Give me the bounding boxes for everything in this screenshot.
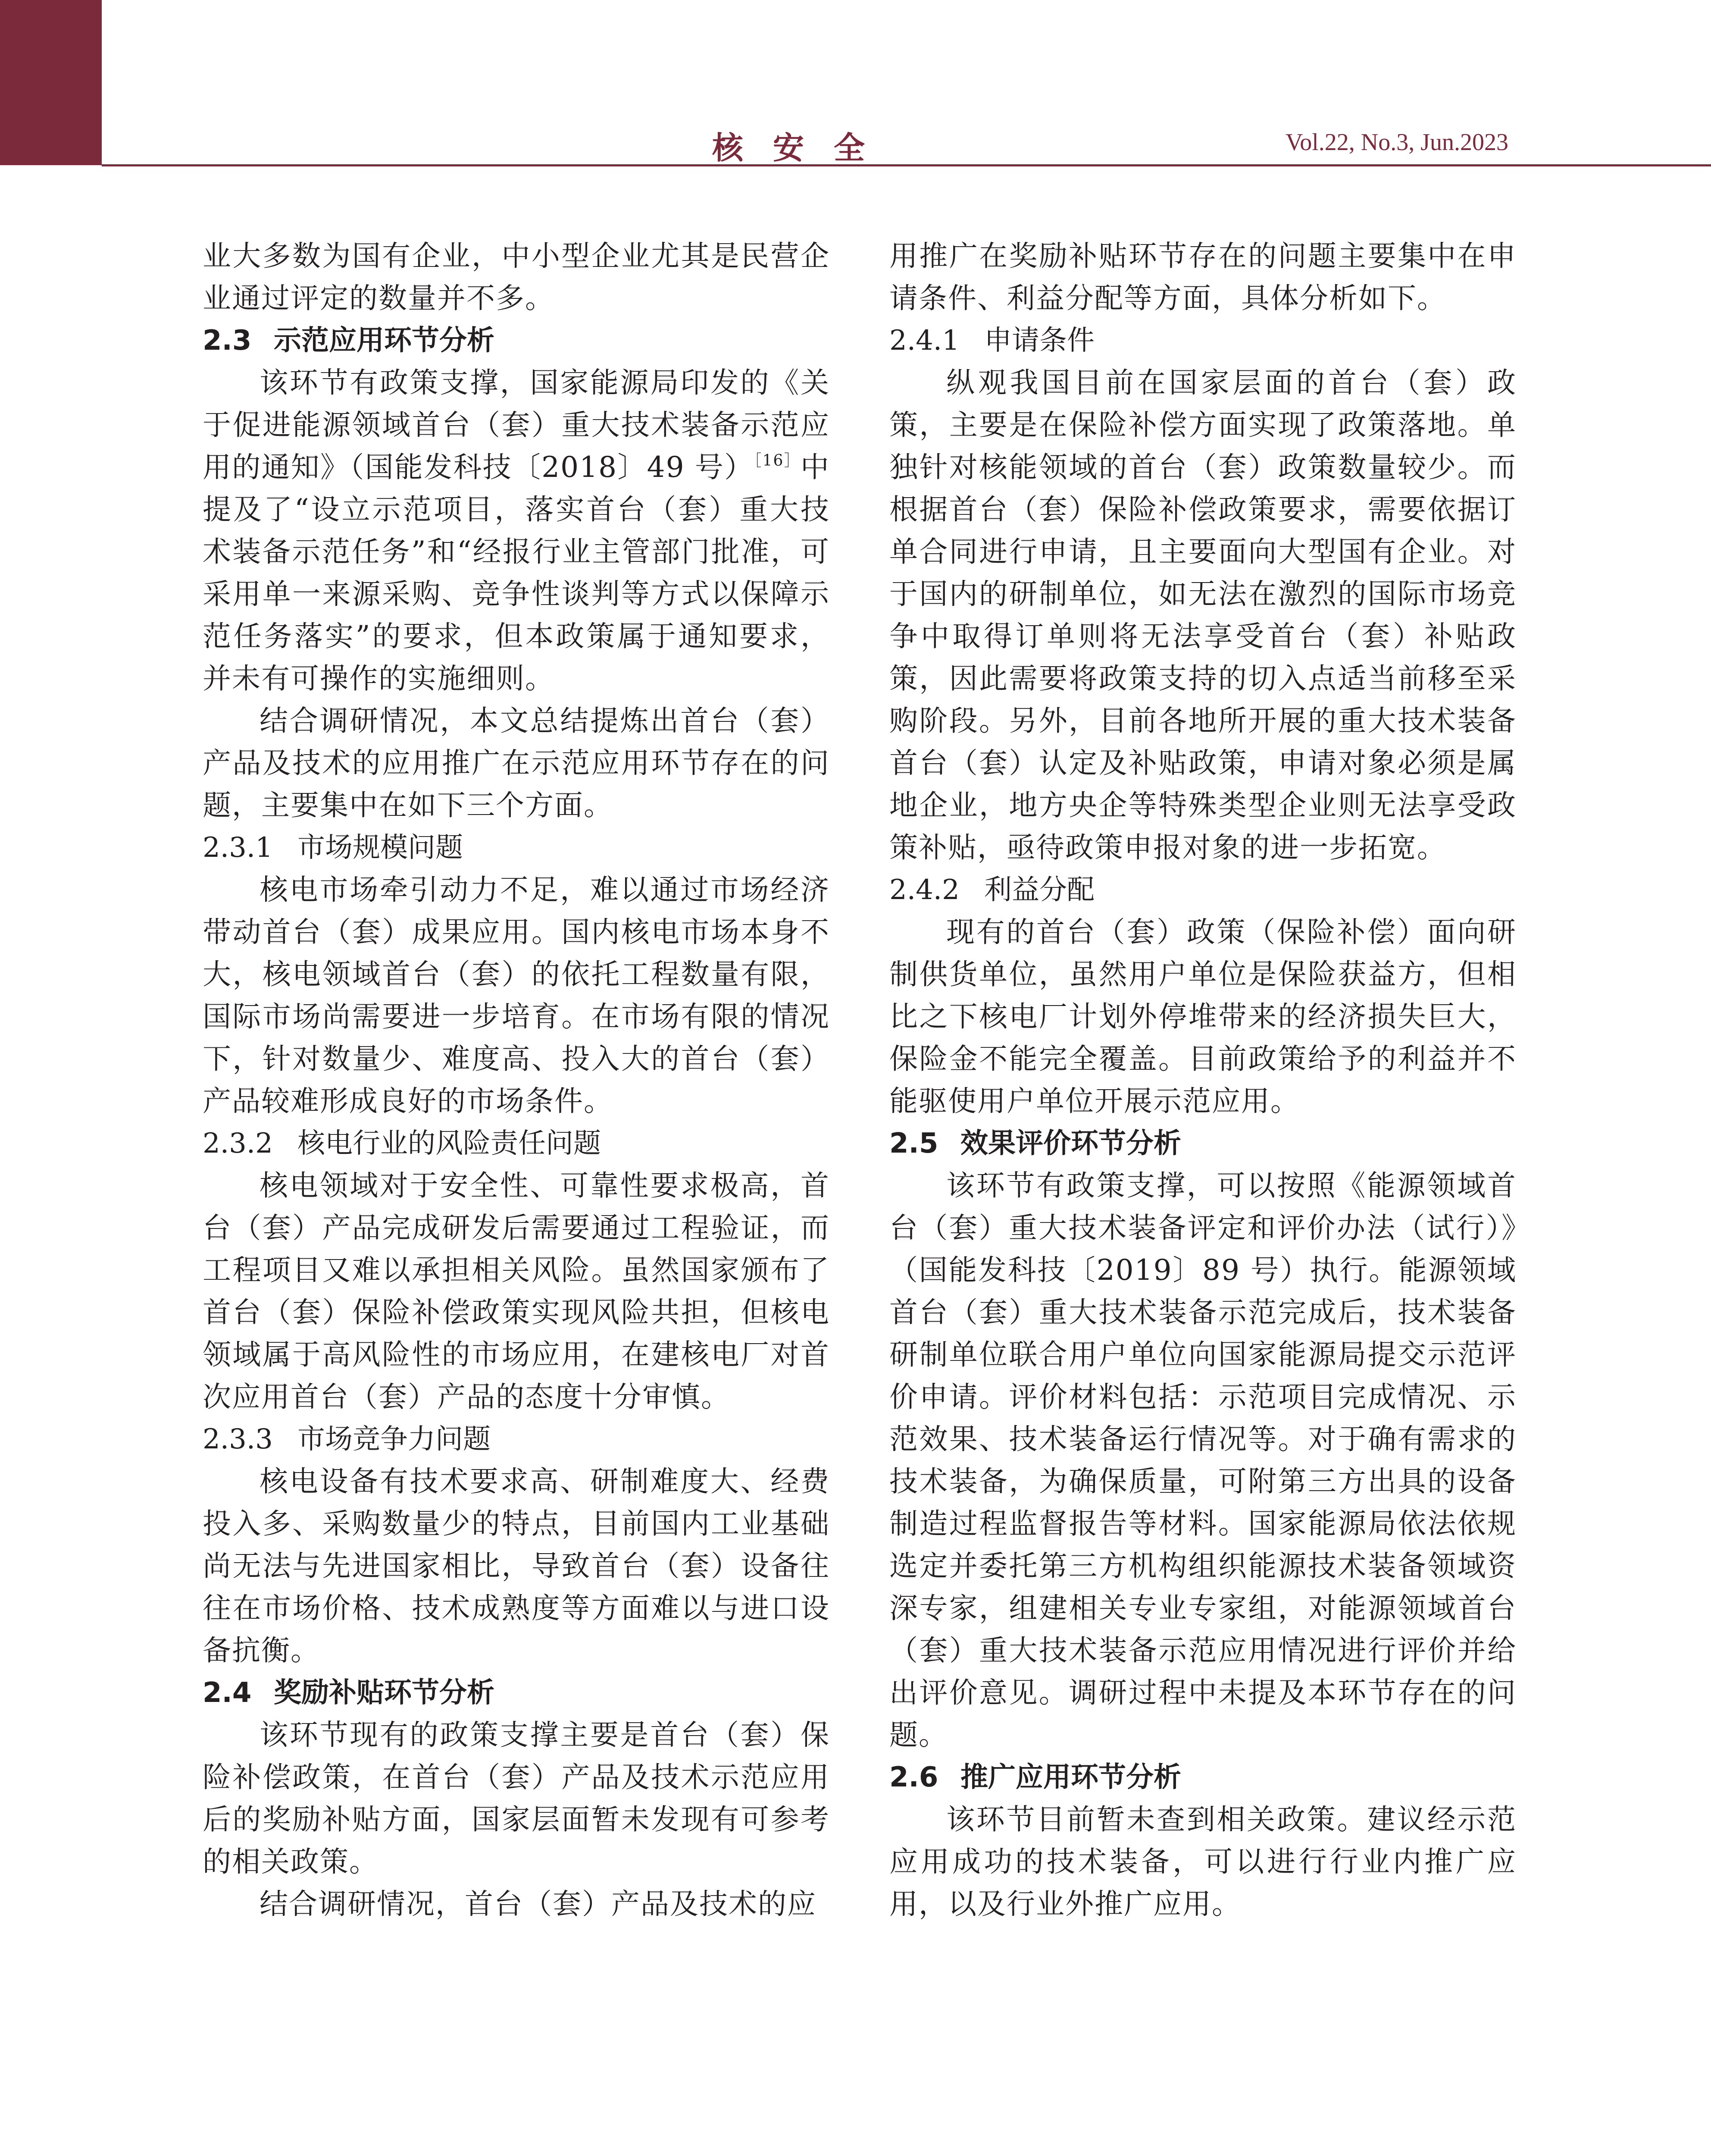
section-title: 推广应用环节分析 bbox=[960, 1761, 1181, 1793]
paragraph-text: 中提及了“设立示范项目，落实首台（套）重大技术装备示范任务”和“经报行业主管部门批准，可采用单一来源采购、竞争性谈判等方式以保障示范任务落实”的要求，但本政策属于通知要求，并未有可操作的实施细则。 bbox=[203, 451, 830, 695]
section-heading-2-3-1 bbox=[203, 827, 830, 869]
section-heading-2-3-3 bbox=[203, 1418, 830, 1460]
section-number: 2.3.2 bbox=[203, 1128, 273, 1159]
paragraph: 该环节目前暂未查到相关政策。建议经示范应用成功的技术装备，可以进行行业内推广应用，以及行业外推广应用。 bbox=[889, 1803, 1517, 1921]
section-title: 效果评价环节分析 bbox=[960, 1128, 1181, 1159]
corner-color-block bbox=[0, 0, 102, 165]
section-heading-2-6 bbox=[889, 1756, 1517, 1799]
section-number: 2.3 bbox=[203, 325, 252, 357]
section-number: 2.3.1 bbox=[203, 832, 273, 864]
journal-title: 核 安 全 bbox=[712, 129, 875, 166]
section-number: 2.5 bbox=[889, 1128, 938, 1159]
section-title: 利益分配 bbox=[984, 874, 1095, 906]
paragraph: 现有的首台（套）政策（保险补偿）面向研制供货单位，虽然用户单位是保险获益方，但相比之下核电厂计划外停堆带来的经济损失巨大，保险金不能完全覆盖。目前政策给予的利益并不能驱使用户单位开展示范应用。 bbox=[889, 915, 1517, 1118]
section-heading-2-5 bbox=[889, 1122, 1517, 1165]
section-title: 市场规模问题 bbox=[297, 832, 463, 864]
paragraph: 业大多数为国有企业，中小型企业尤其是民营企业通过评定的数量并不多。 bbox=[203, 239, 830, 315]
section-number: 2.3.3 bbox=[203, 1423, 273, 1455]
paragraph: 用推广在奖励补贴环节存在的问题主要集中在申请条件、利益分配等方面，具体分析如下。 bbox=[889, 239, 1517, 315]
paragraph: 纵观我国目前在国家层面的首台（套）政策，主要是在保险补偿方面实现了政策落地。单独针对核能领域的首台（套）政策数量较少。而根据首台（套）保险补偿政策要求，需要依据订单合同进行申请，且主要面向大型国有企业。对于国内的研制单位，如无法在激烈的国际市场竞争中取得订单则将无法享受首台（套）补贴政策，因此需要将政策支持的切入点适当前移至采购阶段。另外，目前各地所开展的重大技术装备首台（套）认定及补贴政策，申请对象必须是属地企业，地方央企等特殊类型企业则无法享受政策补贴，亟待政策申报对象的进一步拓宽。 bbox=[889, 366, 1517, 864]
section-heading-2-3-2 bbox=[203, 1122, 830, 1165]
paragraph: 核电领域对于安全性、可靠性要求极高，首台（套）产品完成研发后需要通过工程验证，而工程项目又难以承担相关风险。虽然国家颁布了首台（套）保险补偿政策实现风险共担，但核电领域属于高风险性的市场应用，在建核电厂对首次应用首台（套）产品的态度十分审慎。 bbox=[203, 1169, 830, 1413]
paragraph: 核电市场牵引动力不足，难以通过市场经济带动首台（套）成果应用。国内核电市场本身不大，核电领域首台（套）的依托工程数量有限，国际市场尚需要进一步培育。在市场有限的情况下，针对数量少、难度高、投入大的首台（套）产品较难形成良好的市场条件。 bbox=[203, 873, 830, 1118]
section-heading-2-4-1 bbox=[889, 320, 1517, 362]
section-number: 2.4 bbox=[203, 1677, 252, 1709]
header-rule bbox=[102, 164, 1711, 166]
section-number: 2.6 bbox=[889, 1761, 938, 1793]
section-number: 2.4.2 bbox=[889, 874, 960, 906]
journal-issue: Vol.22, No.3, Jun.2023 bbox=[1285, 129, 1508, 156]
section-number: 2.4.1 bbox=[889, 325, 960, 357]
paragraph: 结合调研情况，本文总结提炼出首台（套）产品及技术的应用推广在示范应用环节存在的问题，主要集中在如下三个方面。 bbox=[203, 704, 830, 822]
section-title: 市场竞争力问题 bbox=[297, 1423, 491, 1455]
paragraph: 该环节现有的政策支撑主要是首台（套）保险补偿政策，在首台（套）产品及技术示范应用后的奖励补贴方面，国家层面暂未发现有可参考的相关政策。 bbox=[203, 1718, 830, 1878]
section-title: 示范应用环节分析 bbox=[274, 325, 494, 357]
section-title: 奖励补贴环节分析 bbox=[274, 1677, 494, 1709]
section-heading-2-3 bbox=[203, 320, 830, 362]
section-title: 申请条件 bbox=[984, 325, 1095, 357]
left-column bbox=[203, 235, 830, 1925]
section-heading-2-4-2 bbox=[889, 869, 1517, 911]
section-title: 核电行业的风险责任问题 bbox=[297, 1128, 601, 1159]
paragraph-text: 该环节有政策支撑，国家能源局印发的《关于促进能源领域首台（套）重大技术装备示范应用的通知》（国能发科技〔2018〕49 号） bbox=[203, 366, 830, 484]
reference-citation: ［16］ bbox=[754, 452, 801, 470]
paragraph bbox=[203, 362, 830, 700]
paragraph: 核电设备有技术要求高、研制难度大、经费投入多、采购数量少的特点，目前国内工业基础尚无法与先进国家相比，导致首台（套）设备往往在市场价格、技术成熟度等方面难以与进口设备抗衡。 bbox=[203, 1465, 830, 1667]
paragraph: 结合调研情况，首台（套）产品及技术的应 bbox=[260, 1887, 816, 1921]
paragraph: 该环节有政策支撑，可以按照《能源领域首台（套）重大技术装备评定和评价办法（试行）》（国能发科技〔2019〕89 号）执行。能源领域首台（套）重大技术装备示范完成后，技术装备研制单位联合用户单位向国家能源局提交示范评价申请。评价材料包括：示范项目完成情况、示范效果、技术装备运行情况等。对于确有需求的技术装备，为确保质量，可附第三方出具的设备制造过程监督报告等材料。国家能源局依法依规选定并委托第三方机构组织能源技术装备领域资深专家，组建相关专业专家组，对能源领域首台（套）重大技术装备示范应用情况进行评价并给出评价意见。调研过程中未提及本环节存在的问题。 bbox=[889, 1169, 1517, 1752]
section-heading-2-4 bbox=[203, 1672, 830, 1714]
right-column bbox=[889, 235, 1517, 1925]
